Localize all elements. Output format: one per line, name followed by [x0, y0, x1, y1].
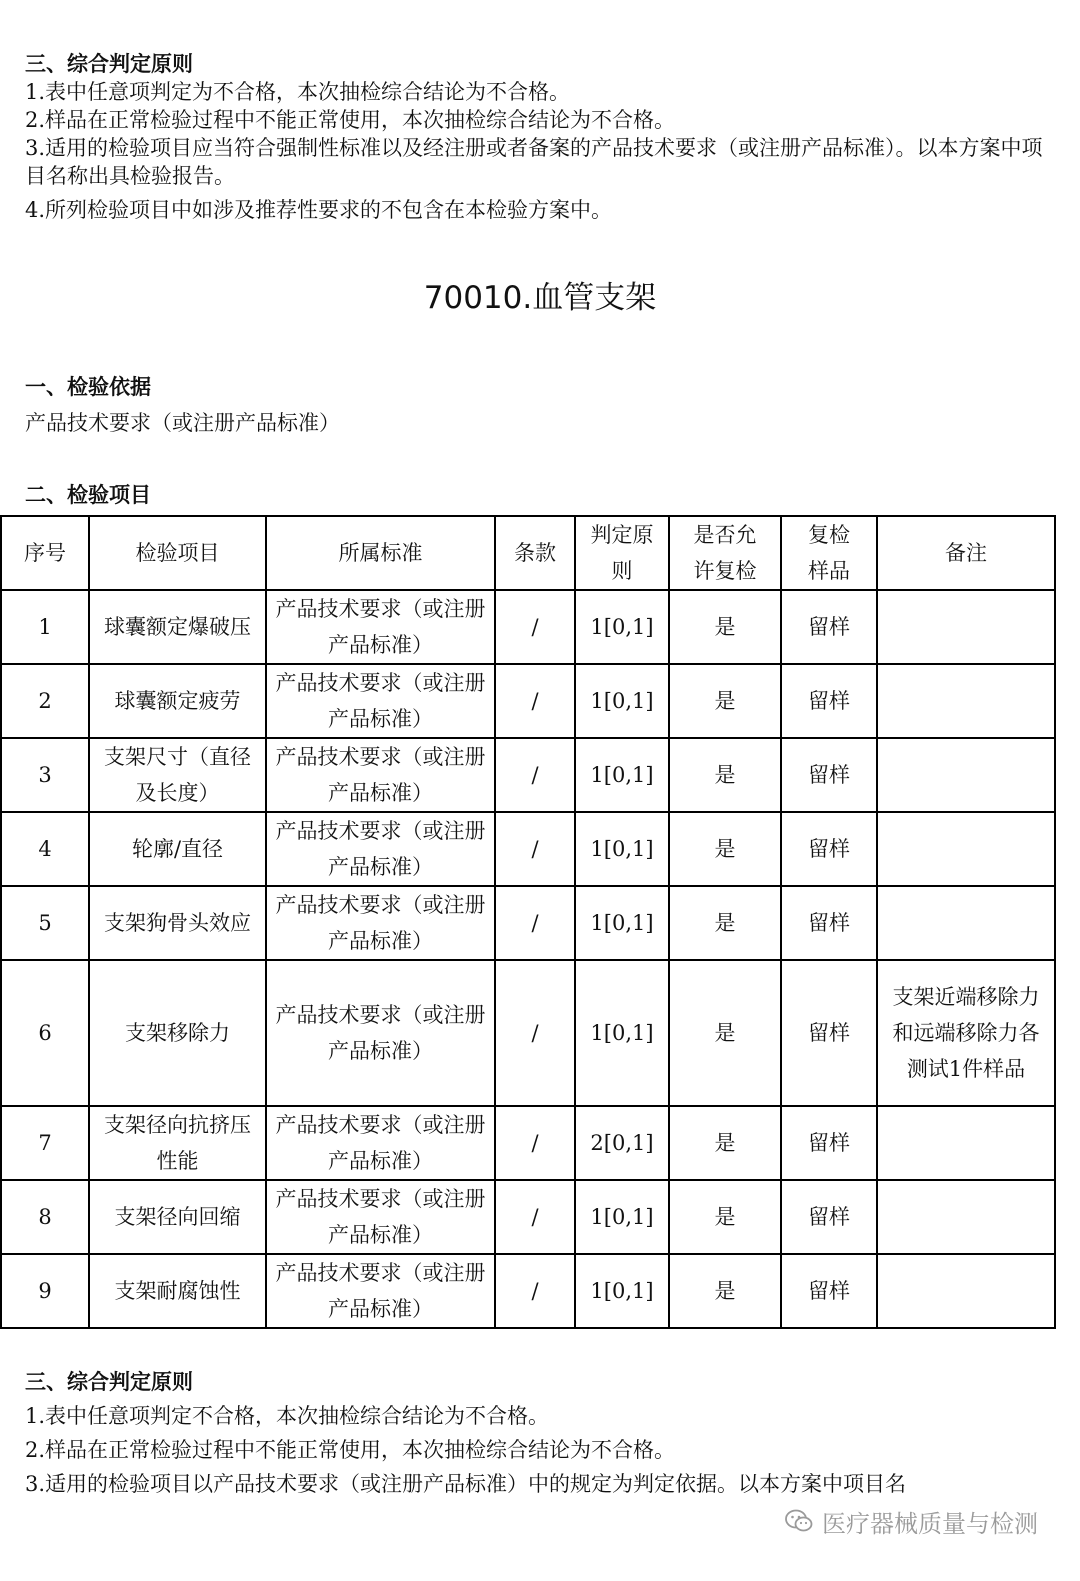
table-row: [1, 1106, 1055, 1180]
watermark-text: 医疗器械质量与检测: [822, 1509, 1038, 1538]
cell-retest-allowed: 是: [669, 886, 781, 960]
cell-index: 8: [1, 1180, 89, 1254]
cell-index: 5: [1, 886, 89, 960]
principle-line: 1.表中任意项判定不合格，本次抽检综合结论为不合格。: [25, 1404, 550, 1428]
cell-clause: /: [495, 1254, 575, 1328]
cell-standard: 产品技术要求（或注册产品标准）: [266, 1180, 495, 1254]
cell-retest-sample: 留样: [781, 812, 877, 886]
table-row: [1, 1180, 1055, 1254]
table-row: [1, 738, 1055, 812]
cell-retest-allowed: 是: [669, 960, 781, 1106]
cell-clause: /: [495, 1106, 575, 1180]
cell-item: 球囊额定爆破压: [89, 590, 266, 664]
section-heading: 一、检验依据: [25, 375, 151, 399]
cell-retest-allowed: 是: [669, 664, 781, 738]
cell-clause: /: [495, 738, 575, 812]
table-row: [1, 664, 1055, 738]
cell-item: 支架狗骨头效应: [89, 886, 266, 960]
cell-clause: /: [495, 1180, 575, 1254]
top-principles-section: [25, 50, 1060, 224]
section-heading: 三、综合判定原则: [25, 52, 193, 76]
header-retest-sample: 复检样品: [781, 516, 877, 590]
cell-retest-allowed: 是: [669, 738, 781, 812]
header-standard: 所属标准: [266, 516, 495, 590]
cell-item: 支架径向回缩: [89, 1180, 266, 1254]
cell-clause: /: [495, 960, 575, 1106]
cell-retest-sample: 留样: [781, 664, 877, 738]
cell-standard: 产品技术要求（或注册产品标准）: [266, 886, 495, 960]
cell-remarks: [877, 664, 1055, 738]
cell-standard: 产品技术要求（或注册产品标准）: [266, 738, 495, 812]
table-row: [1, 960, 1055, 1106]
cell-retest-sample: 留样: [781, 886, 877, 960]
cell-retest-allowed: 是: [669, 1254, 781, 1328]
cell-clause: /: [495, 664, 575, 738]
cell-clause: /: [495, 886, 575, 960]
cell-item: 支架径向抗挤压性能: [89, 1106, 266, 1180]
cell-clause: /: [495, 590, 575, 664]
principle-line: 2.样品在正常检验过程中不能正常使用，本次抽检综合结论为不合格。: [25, 1438, 676, 1462]
header-retest-allowed: 是否允许复检: [669, 516, 781, 590]
cell-index: 7: [1, 1106, 89, 1180]
cell-judgement: 1[0,1]: [575, 1254, 669, 1328]
basis-text: 产品技术要求（或注册产品标准）: [25, 411, 340, 435]
cell-judgement: 1[0,1]: [575, 738, 669, 812]
watermark: [784, 1504, 1038, 1538]
cell-retest-allowed: 是: [669, 812, 781, 886]
table-header-row: [1, 516, 1055, 590]
cell-judgement: 1[0,1]: [575, 1180, 669, 1254]
cell-retest-sample: 留样: [781, 1254, 877, 1328]
cell-standard: 产品技术要求（或注册产品标准）: [266, 812, 495, 886]
cell-item: 球囊额定疲劳: [89, 664, 266, 738]
cell-retest-allowed: 是: [669, 590, 781, 664]
cell-retest-sample: 留样: [781, 1180, 877, 1254]
cell-remarks: [877, 886, 1055, 960]
cell-judgement: 1[0,1]: [575, 886, 669, 960]
cell-standard: 产品技术要求（或注册产品标准）: [266, 664, 495, 738]
cell-remarks: [877, 1106, 1055, 1180]
cell-index: 4: [1, 812, 89, 886]
cell-standard: 产品技术要求（或注册产品标准）: [266, 960, 495, 1106]
cell-index: 3: [1, 738, 89, 812]
cell-index: 6: [1, 960, 89, 1106]
cell-standard: 产品技术要求（或注册产品标准）: [266, 590, 495, 664]
header-item: 检验项目: [89, 516, 266, 590]
cell-retest-sample: 留样: [781, 590, 877, 664]
cell-remarks: [877, 1254, 1055, 1328]
document-title: 70010.血管支架: [423, 280, 657, 316]
inspection-items-heading: 二、检验项目: [25, 483, 151, 507]
cell-remarks: [877, 812, 1055, 886]
cell-remarks: [877, 590, 1055, 664]
cell-item: 轮廓/直径: [89, 812, 266, 886]
table-row: [1, 886, 1055, 960]
cell-standard: 产品技术要求（或注册产品标准）: [266, 1106, 495, 1180]
header-index: 序号: [1, 516, 89, 590]
cell-item: 支架移除力: [89, 960, 266, 1106]
cell-judgement: 1[0,1]: [575, 812, 669, 886]
cell-item: 支架耐腐蚀性: [89, 1254, 266, 1328]
principle-line: 3.适用的检验项目以产品技术要求（或注册产品标准）中的规定为判定依据。以本方案中项目名: [25, 1472, 907, 1496]
cell-clause: /: [495, 812, 575, 886]
inspection-basis-section: [25, 373, 1060, 437]
cell-item: 支架尺寸（直径及长度）: [89, 738, 266, 812]
principle-line: 2.样品在正常检验过程中不能正常使用，本次抽检综合结论为不合格。: [25, 108, 676, 132]
cell-retest-sample: 留样: [781, 960, 877, 1106]
cell-judgement: 2[0,1]: [575, 1106, 669, 1180]
header-clause: 条款: [495, 516, 575, 590]
section-heading: 三、综合判定原则: [25, 1370, 193, 1394]
bottom-principles-section: [25, 1368, 1060, 1498]
cell-index: 9: [1, 1254, 89, 1328]
principle-line: 4.所列检验项目中如涉及推荐性要求的不包含在本检验方案中。: [25, 198, 613, 222]
cell-retest-allowed: 是: [669, 1180, 781, 1254]
principle-line: 1.表中任意项判定为不合格，本次抽检综合结论为不合格。: [25, 80, 571, 104]
cell-remarks: [877, 1180, 1055, 1254]
cell-index: 1: [1, 590, 89, 664]
table-row: [1, 812, 1055, 886]
cell-judgement: 1[0,1]: [575, 960, 669, 1106]
cell-retest-allowed: 是: [669, 1106, 781, 1180]
principle-line: 3.适用的检验项目应当符合强制性标准以及经注册或者备案的产品技术要求（或注册产品标准）。以本方案中项目名称出具检验报告。: [25, 136, 1043, 188]
inspection-items-table: [0, 515, 1056, 1329]
table-row: [1, 590, 1055, 664]
cell-retest-sample: 留样: [781, 738, 877, 812]
cell-remarks: [877, 738, 1055, 812]
cell-retest-sample: 留样: [781, 1106, 877, 1180]
wechat-icon: [784, 1508, 814, 1534]
cell-judgement: 1[0,1]: [575, 590, 669, 664]
table-row: [1, 1254, 1055, 1328]
cell-standard: 产品技术要求（或注册产品标准）: [266, 1254, 495, 1328]
cell-index: 2: [1, 664, 89, 738]
cell-remarks: 支架近端移除力和远端移除力各测试1件样品: [877, 960, 1055, 1106]
header-remarks: 备注: [877, 516, 1055, 590]
header-judgement: 判定原则: [575, 516, 669, 590]
cell-judgement: 1[0,1]: [575, 664, 669, 738]
